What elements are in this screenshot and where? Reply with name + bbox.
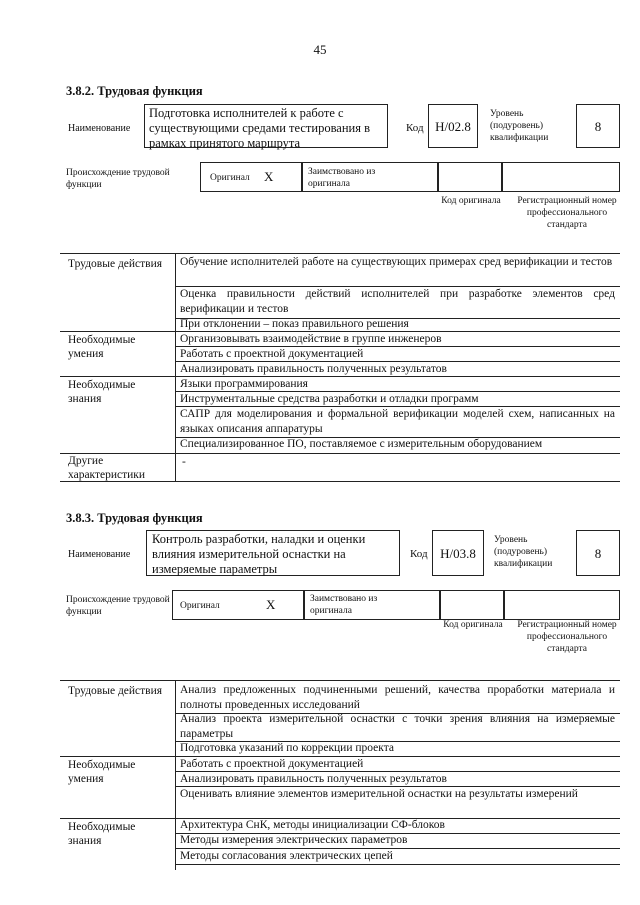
column-divider [175, 253, 176, 482]
skill-item: Работать с проектной документацией [180, 348, 364, 360]
requirements-table [60, 680, 620, 681]
code-box: H/02.8 [428, 104, 478, 148]
borrowed-label: Заимствовано из оригинала [310, 594, 378, 616]
labor-action-item: Анализ проекта измерительной оснастки с точки зрения влияния на измеряемые параметры [180, 713, 615, 740]
knowledge-label: Необходимые знания [68, 821, 136, 847]
labor-action-item: При отклонении – показ правильного решения [180, 318, 409, 330]
function-name-box: Подготовка исполнителей к работе с существующими средами тестирования в рамках принятого маршрута [144, 104, 388, 148]
other-label: Другие характеристики [68, 455, 146, 481]
code-original-box [438, 162, 502, 192]
knowledge-item: Методы согласования электрических цепей [180, 850, 393, 862]
knowledge-item: Архитектура СнК, методы инициализации СФ-блоков [180, 819, 445, 831]
skills-label: Необходимые умения [68, 334, 136, 360]
code-label: Код [406, 122, 424, 134]
labor-action-item: Анализ предложенных подчиненными решений, качества проработки материала и полноты проведенных исследований [180, 684, 615, 711]
level-label: Уровень (подуровень) квалификации [494, 535, 553, 569]
code-box: H/03.8 [432, 530, 484, 576]
knowledge-item: Методы измерения электрических параметров [180, 834, 408, 846]
column-divider [175, 680, 176, 870]
code-label: Код [410, 548, 428, 560]
labor-action-item: Подготовка указаний по коррекции проекта [180, 742, 394, 754]
code-original-label: Код оригинала [443, 620, 503, 630]
level-box: 8 [576, 530, 620, 576]
origin-label: Происхождение трудовой функции [66, 168, 170, 190]
section-heading: 3.8.2. Трудовая функция [66, 84, 203, 98]
original-label: Оригинал [210, 173, 250, 183]
skill-item: Анализировать правильность полученных результатов [180, 773, 447, 785]
level-label: Уровень (подуровень) квалификации [490, 109, 549, 143]
reg-number-label: Регистрационный номер профессионального стандарта [517, 620, 617, 654]
labor-actions-label: Трудовые действия [68, 258, 163, 270]
knowledge-item: САПР для моделирования и формальной верификации моделей схем, написанных на языках описания аппаратуры [180, 408, 615, 435]
name-label: Наименование [68, 123, 131, 134]
original-mark: X [264, 169, 274, 184]
reg-number-box [504, 590, 620, 620]
original-mark: X [266, 597, 276, 612]
skill-item: Организовывать взаимодействие в группе инженеров [180, 333, 442, 345]
function-name-box: Контроль разработки, наладки и оценки влияния измерительной оснастки на измеряемые параметры [146, 530, 400, 576]
reg-number-label: Регистрационный номер профессионального стандарта [517, 196, 617, 230]
section-heading: 3.8.3. Трудовая функция [66, 511, 203, 525]
borrowed-label: Заимствовано из оригинала [308, 167, 376, 189]
labor-action-item: Обучение исполнителей работе на существующих примерах сред верификации и тестов [180, 256, 613, 268]
labor-action-item: Оценка правильности действий исполнителей при разработке элементов сред верификации и тестов [180, 288, 615, 315]
row-divider [175, 864, 620, 865]
reg-number-box [502, 162, 620, 192]
other-value: - [182, 456, 186, 468]
skill-item: Работать с проектной документацией [180, 758, 364, 770]
skill-item: Оценивать влияние элементов измерительной оснастки на результаты измерений [180, 788, 578, 800]
knowledge-item: Инструментальные средства разработки и отладки программ [180, 393, 479, 405]
knowledge-item: Языки программирования [180, 378, 308, 390]
origin-label: Происхождение трудовой функции [66, 595, 170, 617]
knowledge-label: Необходимые знания [68, 379, 136, 405]
labor-actions-label: Трудовые действия [68, 685, 163, 697]
code-original-label: Код оригинала [441, 196, 501, 206]
skills-label: Необходимые умения [68, 759, 136, 785]
skill-item: Анализировать правильность полученных результатов [180, 363, 447, 375]
knowledge-item: Специализированное ПО, поставляемое с измерительным оборудованием [180, 438, 543, 450]
code-original-box [440, 590, 504, 620]
original-label: Оригинал [180, 601, 220, 611]
name-label: Наименование [68, 549, 131, 560]
page-number: 45 [313, 42, 327, 57]
level-box: 8 [576, 104, 620, 148]
